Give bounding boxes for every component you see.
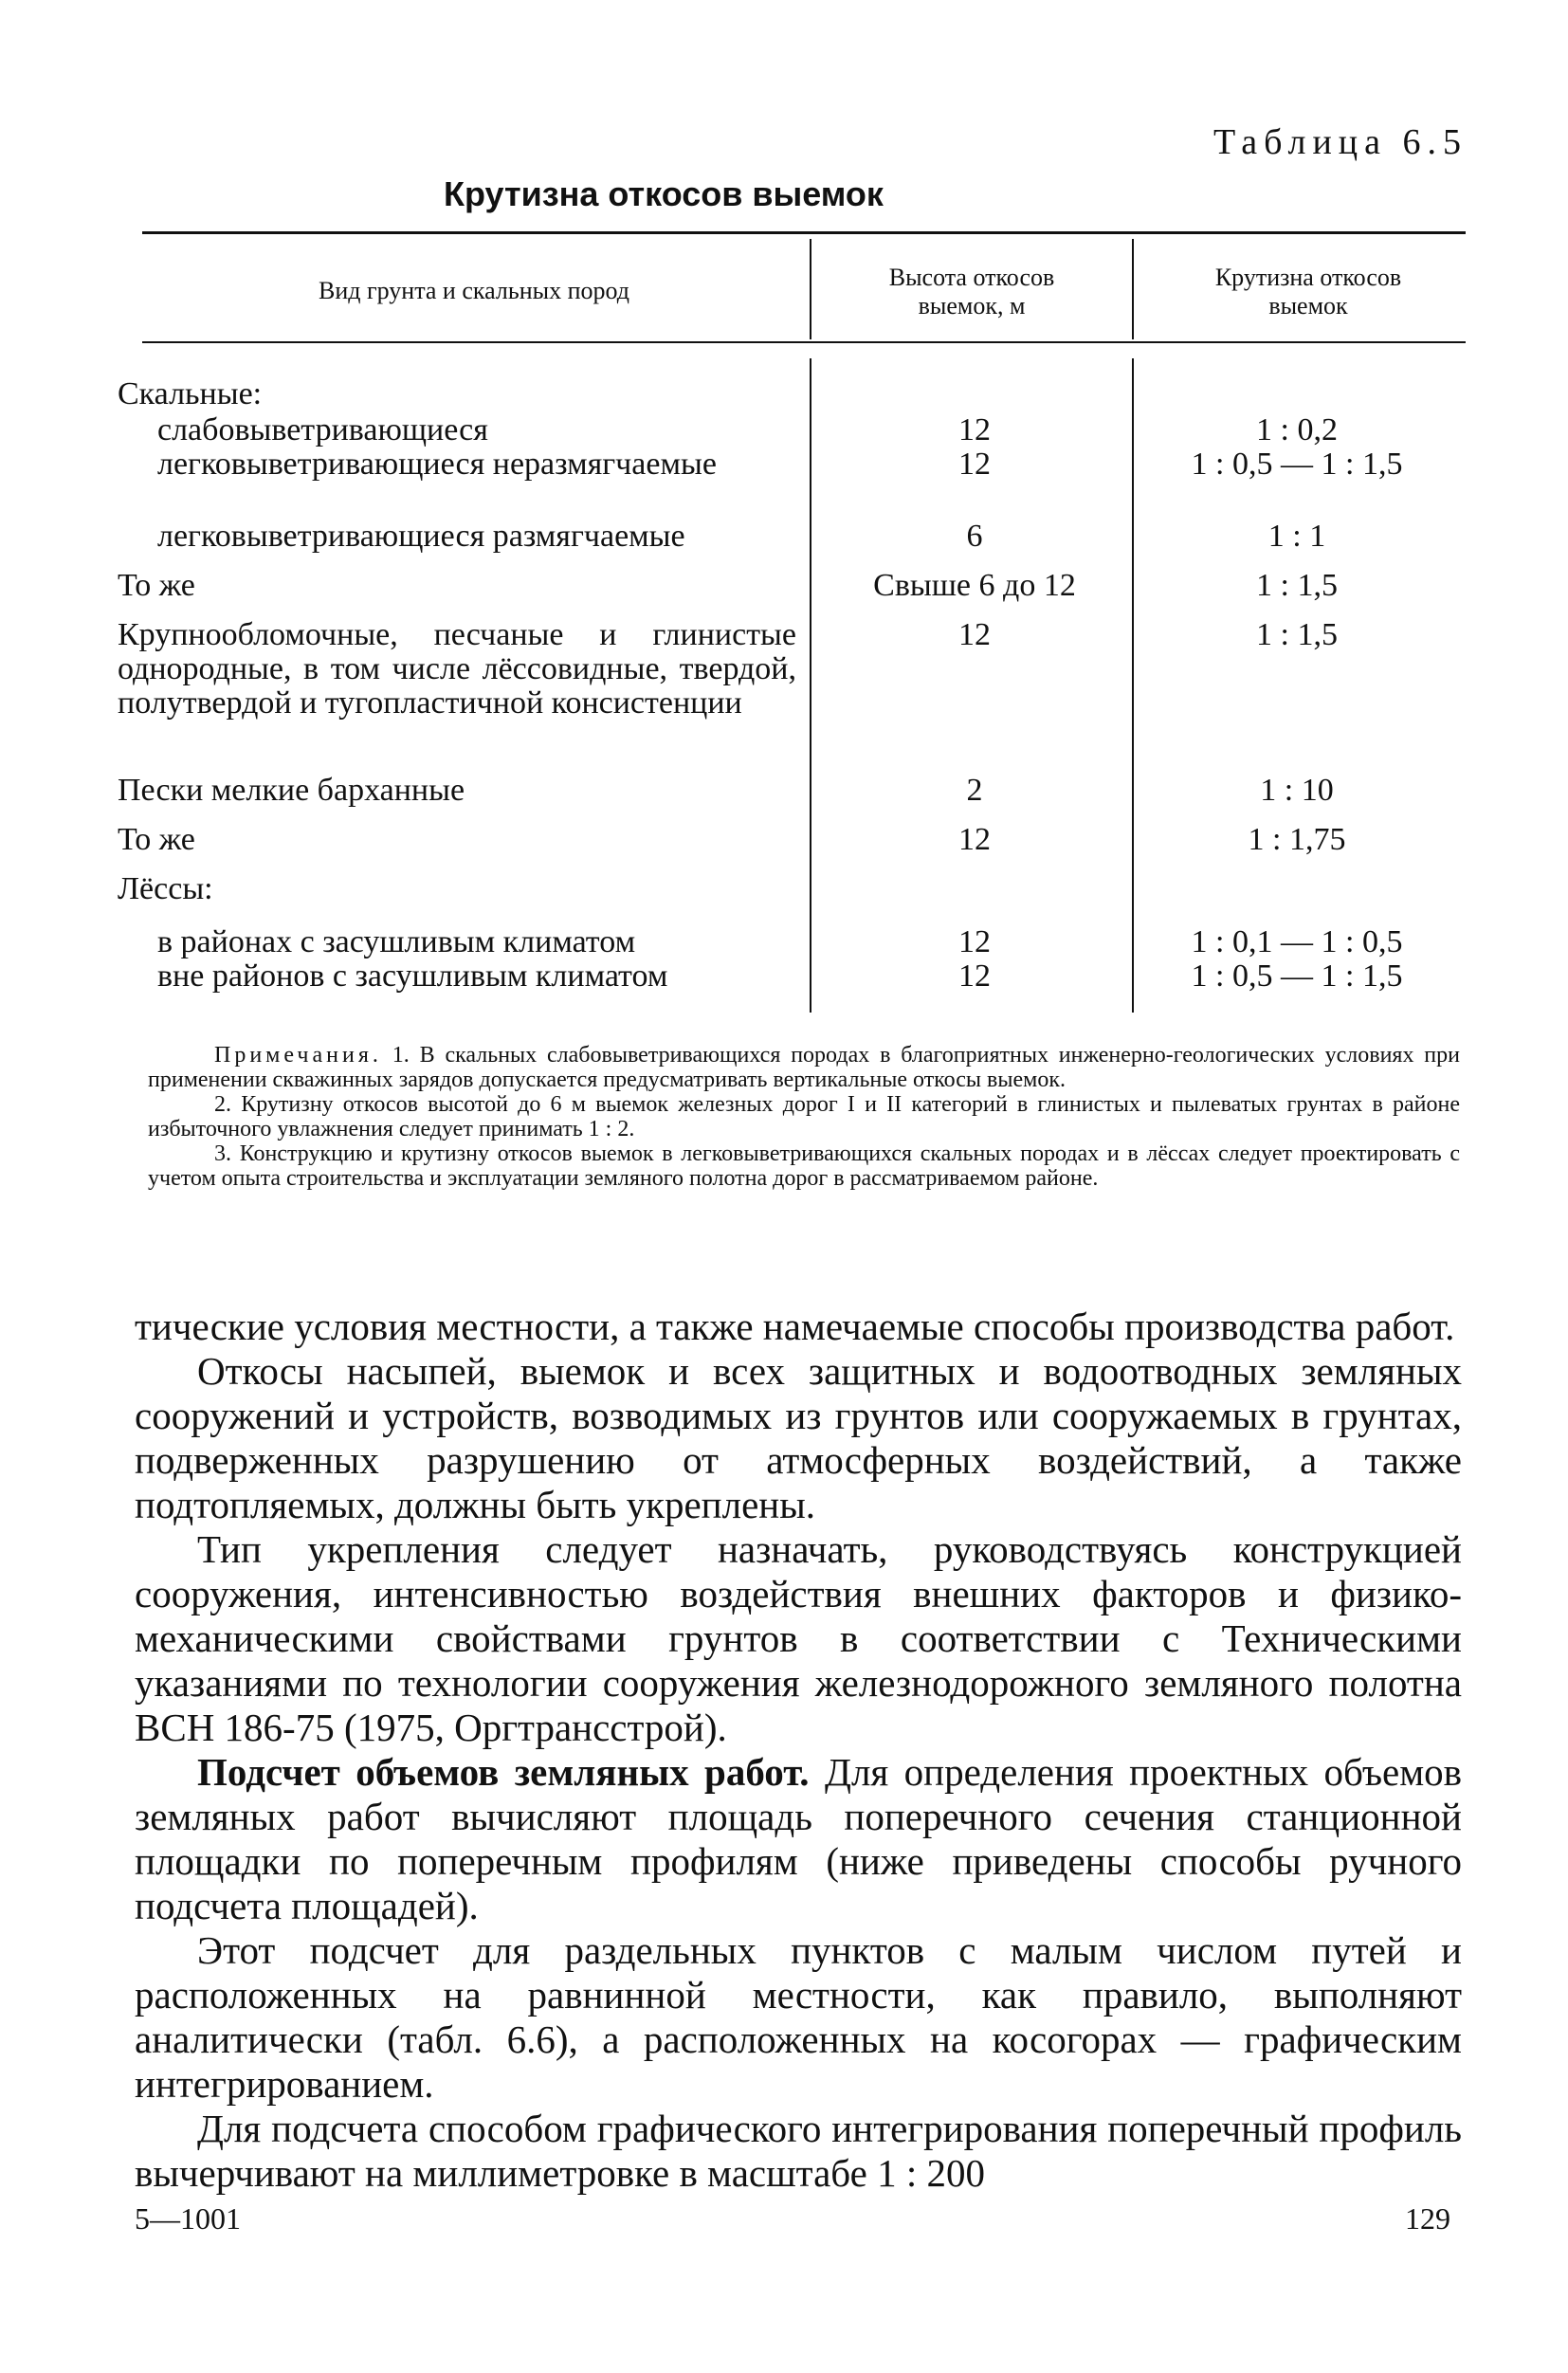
row-dune-sands-label: Пески мелкие барханные [118, 773, 465, 808]
header-soil-type: Вид грунта и скальных пород [318, 277, 629, 304]
row-weakly-weathering-slope: 1 : 0,2 [1256, 412, 1338, 447]
header-slope-height: Высота откосов выемок, м [888, 264, 1055, 319]
row-coarse-clastic-label: Крупнообломочные, песчаные и глинистые однородные, в том числе лёссовидные, твердой, полутвердой и тугопластичной консистенции [118, 617, 796, 721]
row-same-2-label: То же [118, 822, 195, 857]
notes-heading: Примечания. [214, 1043, 382, 1068]
note-2: 2. Крутизну откосов высотой до 6 м выемок железных дорог I и II категорий в глинистых и пылеватых грунтах в районе избыточного увлажнения следует принимать 1 : 2. [148, 1092, 1460, 1141]
paragraph-1: тические условия местности, а также намечаемые способы производства работ. [135, 1305, 1455, 1348]
row-same-2-height: 12 [958, 822, 991, 857]
table-col-divider-1 [810, 239, 811, 339]
row-nonsoftening-label: легковыветривающиеся неразмягчаемые [157, 447, 717, 482]
paragraph-4-heading: Подсчет объемов земляных работ. [197, 1750, 810, 1794]
row-softening-slope: 1 : 1 [1267, 519, 1326, 554]
row-weakly-weathering-label: слабовыветривающиеся [157, 412, 488, 447]
row-softening-height: 6 [966, 519, 983, 554]
table-title: Крутизна откосов выемок [444, 174, 884, 213]
table-notes [148, 1043, 1460, 1191]
note-1 [148, 1043, 1460, 1092]
row-coarse-clastic-slope: 1 : 1,5 [1256, 617, 1338, 652]
table-col-divider-1-body [810, 358, 811, 1013]
paragraph-4 [135, 1750, 1462, 1928]
table-top-rule [142, 231, 1466, 234]
row-arid-slope: 1 : 0,1 — 1 : 0,5 [1191, 924, 1403, 959]
row-nonsoftening-height: 12 [958, 447, 991, 482]
row-same-1-label: То же [118, 568, 195, 603]
paragraph-2: Откосы насыпей, выемок и всех защитных и водоотводных земляных сооружений и устройств, возводимых из грунтов или сооружаемых в грунтах, подверженных разрушению от атмосферных воздействий, а также подтопляемых, должны быть укреплены. [135, 1349, 1462, 1526]
row-rock-heading: Скальные: [118, 376, 263, 411]
body-text [135, 1305, 1462, 2196]
note-1-text: 1. В скальных слабовыветривающихся породах в благоприятных инженерно-геологических условиях при применении скважинных зарядов допускается предусматривать вертикальные откосы выемок. [148, 1043, 1460, 1092]
row-loess-heading: Лёссы: [118, 871, 213, 906]
row-non-arid-height: 12 [958, 958, 991, 994]
note-3: 3. Конструкцию и крутизну откосов выемок в легковыветривающихся скальных породах и в лёссах следует проектировать с учетом опыта строительства и эксплуатации земляного полотна дорог в рассматриваемом районе. [148, 1141, 1460, 1191]
paragraph-3: Тип укрепления следует назначать, руководствуясь конструкцией сооружения, интенсивностью воздействия внешних факторов и физико-механическими свойствами грунтов в соответствии с Техническими указаниями по технологии сооружения железнодорожного земляного полотна ВСН 186-75 (1975, Оргтрансстрой). [135, 1527, 1462, 1749]
header-slope-steepness: Крутизна откосов выемок [1214, 264, 1402, 319]
row-arid-label: в районах с засушливым климатом [157, 924, 636, 959]
row-dune-sands-height: 2 [966, 773, 983, 808]
row-same-2-slope: 1 : 1,75 [1248, 822, 1346, 857]
row-arid-height: 12 [958, 924, 991, 959]
paragraph-6: Для подсчета способом графического интегрирования поперечный профиль вычерчивают на миллиметровке в масштабе 1 : 200 [135, 2107, 1462, 2195]
row-dune-sands-slope: 1 : 10 [1260, 773, 1334, 808]
row-non-arid-label: вне районов с засушливым климатом [157, 958, 668, 994]
row-weakly-weathering-height: 12 [958, 412, 991, 447]
table-label: Таблица 6.5 [1212, 122, 1468, 162]
signature-mark: 5—1001 [135, 2201, 241, 2236]
table-header-rule [142, 341, 1466, 343]
page-number: 129 [1405, 2201, 1450, 2236]
row-softening-label: легковыветривающиеся размягчаемые [157, 519, 685, 554]
table-col-divider-2 [1132, 239, 1134, 339]
row-same-1-slope: 1 : 1,5 [1256, 568, 1338, 603]
row-coarse-clastic-height: 12 [958, 617, 991, 652]
row-same-1-height: Свыше 6 до 12 [873, 568, 1076, 603]
paragraph-5: Этот подсчет для раздельных пунктов с малым числом путей и расположенных на равнинной местности, как правило, выполняют аналитически (табл. 6.6), а расположенных на косогорах — графическим интегрированием. [135, 1928, 1462, 2106]
row-nonsoftening-slope: 1 : 0,5 — 1 : 1,5 [1191, 447, 1403, 482]
paragraph-4-text: Для определения проектных объемов земляных работ вычисляют площадь поперечного сечения станционной площадки по поперечным профилям (ниже приведены способы ручного подсчета площадей). [135, 1750, 1463, 1927]
row-non-arid-slope: 1 : 0,5 — 1 : 1,5 [1191, 958, 1403, 994]
